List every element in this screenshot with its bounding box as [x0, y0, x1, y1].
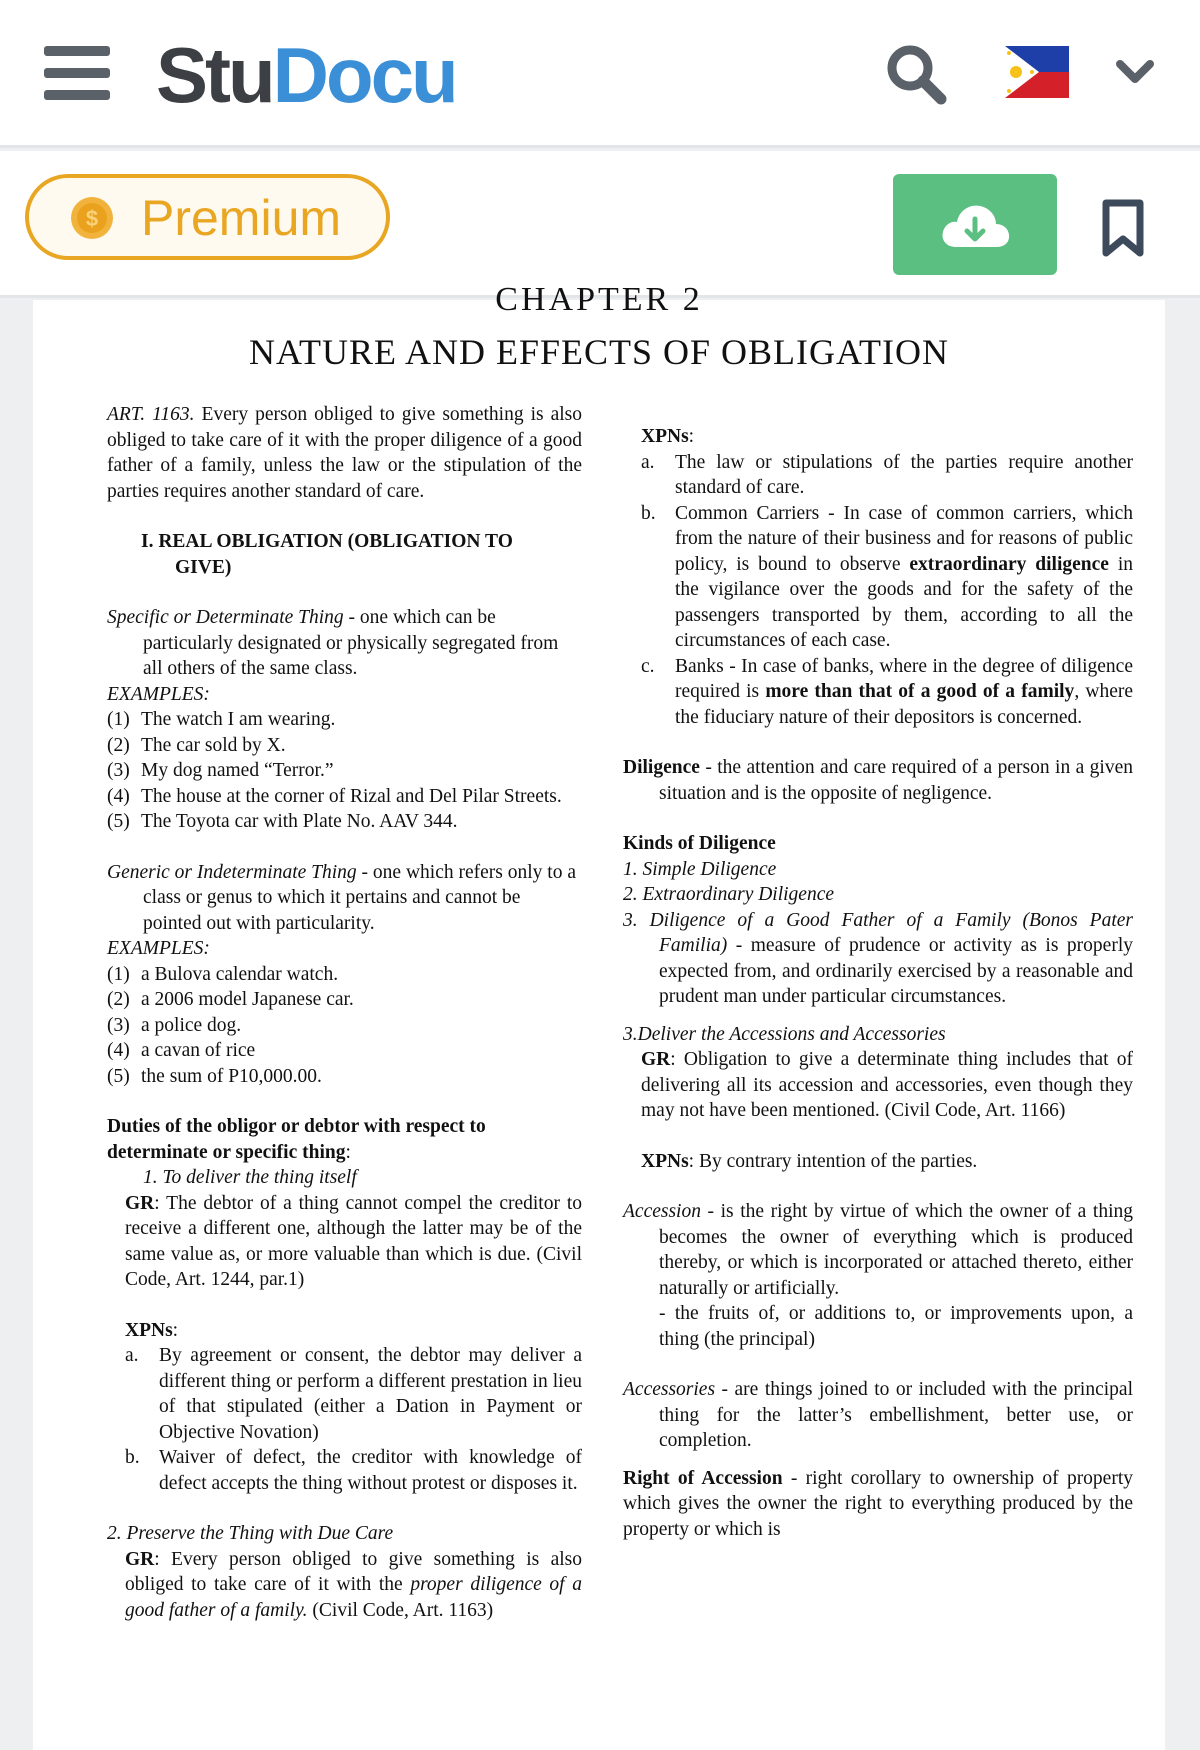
example-item [107, 987, 582, 1013]
kind3-item [623, 908, 1133, 1010]
duty3-xpns [623, 1149, 1133, 1175]
kind3-title: 3. Diligence of a Good Father of a Family (Bonos Pater Familia) [623, 909, 1133, 956]
example-item [107, 758, 582, 784]
xpn-item [641, 501, 1133, 654]
left-column [107, 402, 582, 1623]
premium-label: Premium [141, 190, 342, 246]
xpn-item [125, 1445, 582, 1496]
studocu-logo[interactable] [156, 30, 456, 120]
list-item-text: a cavan of rice [141, 1040, 256, 1061]
accession-term: Accession [623, 1201, 701, 1222]
list-item-text: Common Carriers - In case of common carriers, which from the nature of their business and for reasons of public policy, is bound to observe extraordinary diligence in the vigilance over the goods and for the safety of the passengers transported by them, according to all the circumstances of each case. [675, 502, 1134, 651]
kinds-heading: Kinds of Diligence [623, 833, 776, 854]
duty3-gr [623, 1047, 1133, 1124]
list-item-number: (1) [107, 963, 130, 985]
duty2-gr-text-b: (Civil Code, Art. 1163) [307, 1599, 494, 1621]
list-item-number: (5) [107, 811, 130, 832]
list-item-text: a 2006 model Japanese car. [141, 989, 354, 1010]
list-item-text: Waiver of defect, the creditor with knowledge of defect accepts the thing without protest or disposes it. [159, 1447, 582, 1494]
list-item-bold: extraordinary diligence [909, 553, 1109, 575]
philippines-flag-icon[interactable] [1005, 46, 1069, 98]
examples-label: EXAMPLES: [107, 938, 210, 959]
xpns-label: XPNs [125, 1319, 173, 1341]
xpn-item [641, 654, 1133, 731]
document-title: NATURE AND EFFECTS OF OBLIGATION [248, 332, 950, 372]
section-heading-line1: I. REAL OBLIGATION (OBLIGATION TO [141, 531, 513, 552]
list-item-bold: more than that of a good of a family [765, 681, 1075, 702]
list-item-text: The watch I am wearing. [141, 709, 336, 730]
logo-part-stu: Stu [156, 31, 273, 119]
list-item-text: My dog named “Terror.” [141, 760, 334, 781]
menu-icon[interactable] [44, 44, 110, 102]
real-obligation-heading [107, 529, 582, 580]
kinds-list [623, 857, 1133, 908]
logo-part-docu: Docu [272, 31, 456, 119]
accessories-definition [623, 1377, 1133, 1454]
document-action-bar [0, 151, 1200, 298]
svg-text:$: $ [85, 206, 99, 231]
example-item [107, 784, 582, 810]
generic-examples-list [107, 962, 582, 1090]
xpns-colon: : [172, 1319, 179, 1341]
right-column [623, 424, 1133, 1542]
list-item-text: the sum of P10,000.00. [141, 1065, 322, 1087]
duty1-xpns-list [107, 1343, 582, 1496]
list-item-number: a. [125, 1345, 139, 1366]
chapter-heading: CHAPTER 2 [495, 281, 703, 318]
list-item-number: (2) [107, 734, 130, 756]
document-page [33, 281, 1165, 1750]
xpns-heading [623, 424, 1133, 450]
list-item-text: The law or stipulations of the parties require another standard of care. [675, 451, 1133, 498]
duty3-gr-text: : Obligation to give a determinate thing includes that of delivering all its accession and accessories, even though they may not have been mentioned. (Civil Code, Art. 1166) [641, 1049, 1133, 1121]
download-button[interactable] [893, 174, 1057, 275]
diligence-def: - the attention and care required of a person in a given situation and is the opposite of negligence. [659, 757, 1133, 804]
list-item-text: The Toyota car with Plate No. AAV 344. [141, 811, 458, 832]
top-header [0, 0, 1200, 148]
list-item-text: a police dog. [141, 1014, 242, 1036]
example-item [107, 1013, 582, 1039]
premium-coin-icon [69, 195, 115, 241]
examples-label: EXAMPLES: [107, 683, 210, 705]
duty1-gr [107, 1191, 582, 1293]
list-item-number: c. [641, 655, 655, 677]
list-item-number: (4) [107, 1040, 130, 1061]
accessories-def: - are things joined to or included with the principal thing for the latter’s embellishment, better use, or completion. [659, 1379, 1133, 1451]
duty2-gr-text-a: : Every person obliged to give something is also obliged to take care of it with the [125, 1548, 582, 1595]
duty1-gr-text: : The debtor of a thing cannot compel the creditor to receive a different one, although the latter may be of the same value as, or more valuable than which is due. (Civil Code, Art. 1244, par.1) [125, 1192, 582, 1290]
right-accession-def: - right corollary to ownership of property which gives the owner the right to everything produced by the property or which is [623, 1467, 1133, 1540]
duty3-xpns-text: : By contrary intention of the parties. [688, 1150, 978, 1172]
xpn-item [125, 1343, 582, 1445]
duty1-xpns-label [107, 1318, 582, 1344]
list-item-number: b. [641, 502, 656, 524]
xpns-label: XPNs [641, 426, 689, 447]
cloud-download-icon [938, 199, 1012, 251]
right-accession-term: Right of Accession [623, 1467, 783, 1489]
premium-button[interactable] [25, 174, 390, 260]
example-item [107, 707, 582, 733]
list-item-text: The house at the corner of Rizal and Del Pilar Streets. [141, 785, 562, 807]
example-item [107, 1064, 582, 1090]
xpns-colon: : [688, 426, 695, 447]
article-label: ART. 1163. [107, 404, 195, 425]
specific-term: Specific or Determinate Thing [107, 607, 344, 628]
chevron-down-icon[interactable] [1115, 56, 1155, 88]
list-item-number: (5) [107, 1065, 130, 1087]
xpn-item [641, 450, 1133, 501]
list-item-number: (1) [107, 709, 130, 730]
right-of-accession-definition [623, 1466, 1133, 1543]
example-item [107, 1038, 582, 1064]
specific-thing-definition [107, 605, 582, 682]
diligence-definition [623, 755, 1133, 806]
kind-item: 1. Simple Diligence [623, 858, 777, 880]
example-item [107, 733, 582, 759]
duty2-heading: 2. Preserve the Thing with Due Care [107, 1523, 394, 1544]
accessories-term: Accessories [623, 1379, 716, 1400]
gr-label: GR [125, 1192, 155, 1214]
list-item-text: By agreement or consent, the debtor may deliver a different thing or perform a different prestation in lieu of that stipulated (either a Dation in Payment or Objective Novation) [159, 1345, 582, 1443]
specific-def: - one which can be particularly designated or physically segregated from all others of the same class. [143, 607, 559, 679]
duty2-gr-italic: proper diligence of a good father of a family. [125, 1574, 582, 1621]
kind-item: 2. Extraordinary Diligence [623, 884, 835, 905]
list-item-number: (3) [107, 760, 130, 781]
duty2-gr [107, 1547, 582, 1624]
accession-def: - is the right by virtue of which the owner of a thing becomes the owner of everything which is produced thereby, or which is incorporated or attached thereto, either naturally or artificially. [659, 1201, 1133, 1299]
article-1163-paragraph [107, 402, 582, 504]
duties-colon: : [345, 1141, 351, 1163]
list-item-number: (2) [107, 989, 130, 1010]
list-item-text: a Bulova calendar watch. [141, 963, 339, 985]
accession-definition [623, 1199, 1133, 1301]
list-item-number: b. [125, 1447, 140, 1468]
generic-term: Generic or Indeterminate Thing [107, 861, 357, 883]
list-item-number: (3) [107, 1014, 130, 1036]
diligence-term: Diligence [623, 757, 700, 778]
list-item-number: (4) [107, 785, 130, 807]
generic-def: - one which refers only to a class or genus to which it pertains and cannot be pointed out with particularity. [143, 861, 576, 934]
list-item-number: a. [641, 451, 655, 473]
duties-heading-text: Duties of the obligor or debtor with respect to determinate or specific thing [107, 1116, 486, 1163]
bookmark-icon[interactable] [1100, 199, 1146, 259]
duty1-heading: 1. To deliver the thing itself [143, 1167, 357, 1188]
specific-examples-list [107, 707, 582, 835]
duties-heading [107, 1114, 582, 1165]
gr-label: GR [641, 1049, 671, 1070]
article-text: Every person obliged to give something is also obliged to take care of it with the proper diligence of a good father of a family, unless the law or the stipulation of the parties requires another standard of care. [107, 404, 582, 502]
example-item [107, 809, 582, 835]
duty3-heading: 3.Deliver the Accessions and Accessories [623, 1023, 946, 1045]
generic-thing-definition [107, 860, 582, 937]
list-item-text: Banks - In case of banks, where in the degree of diligence required is more than that of a good of a family, where the fiduciary nature of their depositors is concerned. [675, 655, 1133, 728]
xpns-label: XPNs [641, 1150, 689, 1172]
gr-label: GR [125, 1548, 155, 1570]
kind3-text: - measure of prudence or activity as is properly expected from, and ordinarily exercised by a reasonable and prudent man under particular circumstances. [659, 935, 1133, 1007]
section-heading-line2: GIVE) [175, 556, 232, 578]
accession-definition-2: - the fruits of, or additions to, or improvements upon, a thing (the principal) [659, 1303, 1133, 1350]
search-icon[interactable] [884, 42, 948, 106]
example-item [107, 962, 582, 988]
right-xpns-list [623, 450, 1133, 731]
list-item-text: The car sold by X. [141, 734, 286, 756]
